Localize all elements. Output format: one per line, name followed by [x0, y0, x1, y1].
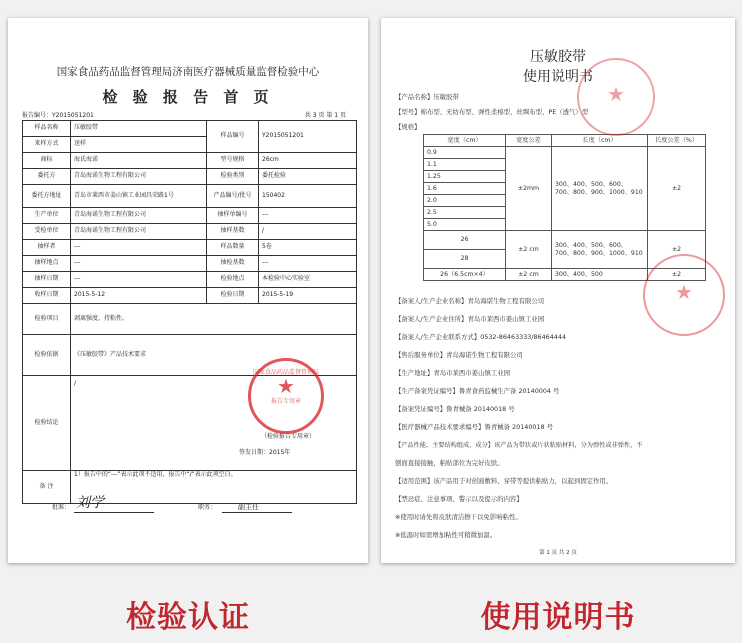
report-page-count: 共 3 页 第 1 页 [304, 112, 346, 119]
inspection-stamp [248, 358, 324, 434]
table-row [23, 121, 357, 137]
table-row [424, 231, 706, 250]
client-label: 委托方 [23, 169, 71, 185]
star-icon: ★ [675, 280, 693, 304]
manual-line: ※使用时请先将皮肤清洁擦干以免影响粘性。 [395, 513, 522, 521]
sample-name-value: 压敏胶带 [71, 121, 207, 137]
issue-date-label: 签发日期： [239, 449, 270, 456]
spec-header: 宽度公差 [506, 135, 552, 147]
spec-header: 长度（cm） [552, 135, 648, 147]
report-table [22, 120, 357, 504]
qty-value: 5卷 [259, 240, 357, 256]
report-org: 国家食品药品监督管理局济南医疗器械质量监督检验中心 [56, 66, 320, 78]
issue-date [239, 450, 290, 457]
sample-name-label: 样品名称 [23, 121, 71, 137]
remark-value: 1）报告中的“---”表示此项不适用，报告中“/”表示此项空白。 [71, 471, 357, 504]
width-tolerance: ±2mm [506, 147, 552, 231]
length-values: 300、400、500、600、700、800、900、1000、910 [552, 147, 648, 231]
position-underline [222, 512, 292, 513]
manual-line: 【备案凭证编号】鲁青械备 20140018 号 [395, 405, 515, 413]
recv-label: 受检单位 [23, 224, 71, 240]
manual-line: 【备案人/生产企业名称】青岛海诺生物工程有限公司 [395, 297, 545, 305]
manual-model: 【型号】棉布型、无纺布型、弹性柔棉型、丝绸布型、PE（透气）型 [395, 108, 589, 116]
width-cell: 5.0 [424, 219, 506, 231]
sample-unit-label: 抽样单编号 [207, 208, 259, 224]
manual-line: 【医疗器械产品技术要求编号】鲁青械备 20140018 号 [395, 423, 554, 431]
manual-line: 【产品性能、主要结构组成、成分】该产品为带状或片状粘贴材料，分为弹性或非弹性，不 [395, 442, 643, 449]
model-value: 26cm [259, 153, 357, 169]
caption-inspection: 检验认证 [126, 600, 250, 635]
width-cell: 26 [424, 231, 506, 250]
method-value: 送样 [71, 137, 207, 153]
model-label: 型号规格 [207, 153, 259, 169]
manual-line: 刨面直接接触，粘贴部位为完好皮肤。 [395, 459, 504, 467]
manual-line: 【生产备案凭证编号】鲁青食药监械生产备 20140004 号 [395, 387, 560, 395]
type-value: 委托检验 [259, 169, 357, 185]
report-title: 检 验 报 告 首 页 [102, 88, 274, 106]
maker-value: 青岛海诺生物工程有限公司 [71, 208, 207, 224]
sample-base-value: / [259, 224, 357, 240]
sample-date-label: 抽样日期 [23, 272, 71, 288]
sampler-value: --- [71, 240, 207, 256]
recv-value: 青岛海诺生物工程有限公司 [71, 224, 207, 240]
table-row [23, 471, 357, 504]
approve-underline [74, 512, 154, 513]
basis-label: 检验依据 [23, 335, 71, 376]
place-value: --- [71, 256, 207, 272]
table-row [23, 185, 357, 208]
report-number: 报告编号：Y2015051201 [22, 112, 94, 119]
width-cell: 1.6 [424, 183, 506, 195]
test-date-value: 2015-5-19 [259, 288, 357, 304]
qty-label: 样品数量 [207, 240, 259, 256]
table-row [23, 240, 357, 256]
width-cell: 0.9 [424, 147, 506, 159]
sample-base-label: 抽样基数 [207, 224, 259, 240]
client-address-value: 青岛市莱西市姜山镇工业园昌荣路1号 [71, 185, 207, 208]
sample-no-value: Y2015051201 [259, 121, 357, 153]
width-cell: 1.25 [424, 171, 506, 183]
approve-signature: 刘学 [76, 495, 104, 511]
manual-line: 【备案人/生产企业联系方式】0532-86463333/86464444 [395, 333, 567, 341]
client-address-label: 委托方地址 [23, 185, 71, 208]
width-cell: 1.1 [424, 159, 506, 171]
table-row [23, 304, 357, 335]
star-icon: ★ [607, 82, 625, 106]
table-row [23, 224, 357, 240]
issue-date-value: 2015年 [269, 449, 291, 456]
sample-date-value: --- [71, 272, 207, 288]
sample-count-label: 抽检基数 [207, 256, 259, 272]
table-row [23, 272, 357, 288]
width-cell: 26（6.5cm×4） [424, 269, 506, 281]
test-place-label: 检验地点 [207, 272, 259, 288]
manual-subtitle: 使用说明书 [523, 69, 593, 85]
maker-label: 生产单位 [23, 208, 71, 224]
sample-no-label: 样品编号 [207, 121, 259, 153]
receive-date-label: 收样日期 [23, 288, 71, 304]
manual-stamp-bottom [643, 254, 725, 336]
manual-line: 【售后服务单位】青岛海诺生物工程有限公司 [395, 351, 523, 359]
sampler-label: 抽样者 [23, 240, 71, 256]
table-row [23, 153, 357, 169]
width-cell: 2.0 [424, 195, 506, 207]
inspection-report-page [8, 18, 368, 563]
type-label: 检验类别 [207, 169, 259, 185]
items-value: 剥离强度、持粘性。 [71, 304, 357, 335]
approve-label: 批准： [52, 504, 71, 511]
star-icon: ★ [277, 374, 295, 398]
sample-unit-value: --- [259, 208, 357, 224]
width-cell: 28 [424, 250, 506, 269]
sample-count-value: --- [259, 256, 357, 272]
width-cell: 2.5 [424, 207, 506, 219]
width-tolerance: ±2 cm [506, 269, 552, 281]
spec-header: 宽度（cm） [424, 135, 506, 147]
stamp-note: （检验报告专用章） [261, 433, 316, 440]
table-row [424, 147, 706, 159]
manual-line: ※低温时如需增加粘性可稍微加温。 [395, 531, 497, 539]
length-tolerance: ±2 [648, 231, 706, 269]
manual-product-name: 【产品名称】压敏胶带 [395, 93, 459, 101]
manual-line: 【备案人/生产企业住所】青岛市莱西市姜山镇工业园 [395, 315, 545, 323]
user-manual-page [381, 18, 735, 563]
brand-value: 海氏海诺 [71, 153, 207, 169]
table-row [23, 169, 357, 185]
manual-line: 【生产地址】青岛市莱西市姜山镇工业园 [395, 369, 511, 377]
position-value: 副主任 [238, 503, 259, 511]
table-row [23, 288, 357, 304]
remark-label: 备 注 [23, 471, 71, 504]
spec-header: 长度公差（%） [648, 135, 706, 147]
manual-spec-label: 【规格】 [395, 123, 421, 131]
stamp-sub: 报告专用章 [270, 398, 301, 405]
width-tolerance: ±2 cm [506, 231, 552, 269]
manual-title: 压敏胶带 [530, 49, 586, 65]
table-row [23, 208, 357, 224]
length-tolerance: ±2 [648, 147, 706, 231]
conclusion-value: / [74, 380, 77, 387]
test-date-label: 检验日期 [207, 288, 259, 304]
brand-label: 商标 [23, 153, 71, 169]
length-tolerance: ±2 [648, 269, 706, 281]
receive-date-value: 2015-5-12 [71, 288, 207, 304]
manual-line: 【禁忌症、注意事项、警示以及提示的内容】 [395, 495, 523, 503]
position-label: 职务： [198, 504, 217, 511]
manual-page-number: 第 1 页 共 2 页 [539, 550, 577, 556]
items-label: 检验项目 [23, 304, 71, 335]
basis-value: 《压敏胶带》产品技术要求 [71, 335, 357, 376]
conclusion-label: 检验结论 [23, 376, 71, 471]
manual-line: 【适用范围】该产品用于对创面敷料、穿带等提供粘贴力，以起到固定作用。 [395, 477, 613, 485]
stamp-text: 国家食品药品监督管理局 [252, 369, 319, 376]
length-values: 300、400、500 [552, 269, 648, 281]
manual-stamp-top [577, 58, 655, 136]
place-label: 抽样地点 [23, 256, 71, 272]
lot-value: 150402 [259, 185, 357, 208]
table-row [424, 135, 706, 147]
lot-label: 产品编号/批号 [207, 185, 259, 208]
table-row [23, 256, 357, 272]
length-values: 300、400、500、600、700、800、900、1000、910 [552, 231, 648, 269]
test-place-value: 本检验中心实验室 [259, 272, 357, 288]
client-value: 青岛海诺生物工程有限公司 [71, 169, 207, 185]
caption-manual: 使用说明书 [480, 600, 636, 635]
method-label: 来样方式 [23, 137, 71, 153]
